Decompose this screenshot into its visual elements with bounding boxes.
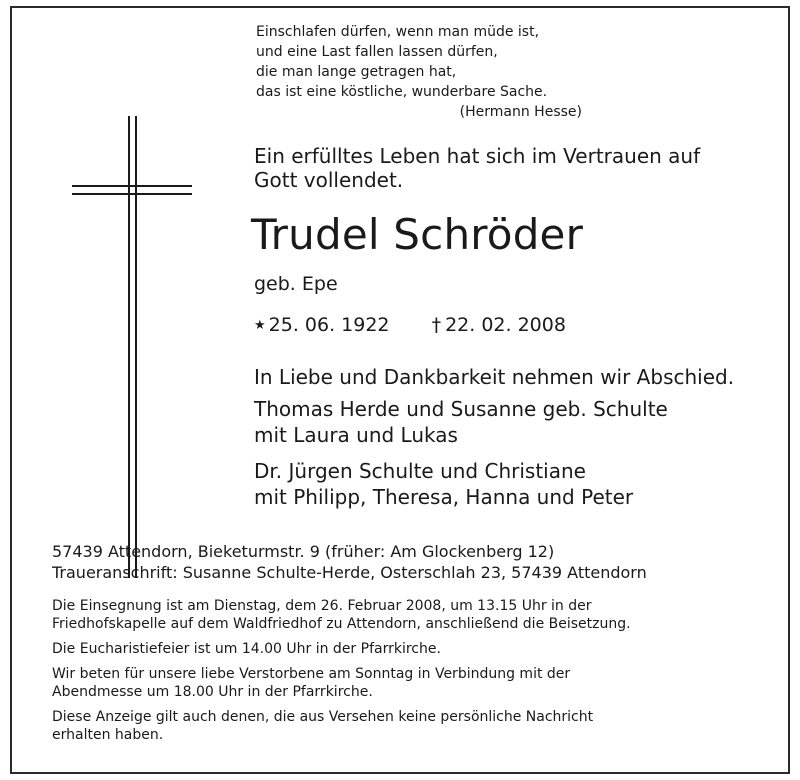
poem-line: Einschlafen dürfen, wenn man müde ist, — [256, 24, 540, 40]
birth-star-icon: ★ — [254, 318, 266, 333]
deceased-name: Trudel Schröder — [251, 210, 584, 259]
poem-line: und eine Last fallen lassen dürfen, — [256, 44, 498, 60]
residence-address: 57439 Attendorn, Bieketurmstr. 9 (früher: Am Glockenberg 12) — [52, 542, 555, 561]
notice-line: Die Einsegnung ist am Dienstag, dem 26. Februar 2008, um 13.15 Uhr in der — [52, 598, 592, 614]
notice-line: Friedhofskapelle auf dem Waldfriedhof zu Attendorn, anschließend die Beisetzung. — [52, 616, 631, 632]
family-line: Dr. Jürgen Schulte und Christiane — [254, 459, 586, 483]
life-dates — [254, 312, 566, 339]
mourning-address: Traueranschrift: Susanne Schulte-Herde, Osterschlah 23, 57439 Attendorn — [52, 563, 647, 582]
death-date-group — [432, 314, 566, 336]
notice-line: Abendmesse um 18.00 Uhr in der Pfarrkirche. — [52, 684, 373, 700]
family-line: Thomas Herde und Susanne geb. Schulte — [254, 397, 668, 421]
notice-paragraph — [52, 640, 772, 658]
poem-line: das ist eine köstliche, wunderbare Sache. — [256, 84, 548, 100]
service-notices — [52, 597, 772, 751]
farewell-line: In Liebe und Dankbarkeit nehmen wir Abschied. — [254, 365, 735, 389]
address-block — [52, 541, 772, 583]
maiden-name: geb. Epe — [254, 273, 338, 295]
family-line: mit Philipp, Theresa, Hanna und Peter — [254, 485, 634, 509]
family-group — [254, 458, 754, 510]
hesse-poem — [256, 22, 596, 122]
intro-line: Gott vollendet. — [254, 168, 404, 192]
family-group — [254, 396, 754, 448]
cross-horizontal-bar — [72, 185, 192, 187]
notice-line: erhalten haben. — [52, 727, 164, 743]
family-line: mit Laura und Lukas — [254, 423, 458, 447]
poem-line: die man lange getragen hat, — [256, 64, 457, 80]
notice-line: Die Eucharistiefeier ist um 14.00 Uhr in der Pfarrkirche. — [52, 641, 441, 657]
notice-paragraph — [52, 708, 772, 744]
notice-line: Diese Anzeige gilt auch denen, die aus Versehen keine persönliche Nachricht — [52, 709, 594, 725]
poem-author: (Hermann Hesse) — [459, 104, 582, 120]
notice-paragraph — [52, 665, 772, 701]
death-date: 22. 02. 2008 — [445, 314, 566, 336]
intro-line: Ein erfülltes Leben hat sich im Vertrauen auf — [254, 144, 701, 168]
death-cross-icon: † — [431, 314, 442, 336]
birth-date: 25. 06. 1922 — [268, 314, 390, 336]
cross-horizontal-bar — [72, 193, 192, 195]
notice-paragraph — [52, 597, 772, 633]
intro-text — [254, 144, 734, 192]
notice-line: Wir beten für unsere liebe Verstorbene am Sonntag in Verbindung mit der — [52, 666, 571, 682]
